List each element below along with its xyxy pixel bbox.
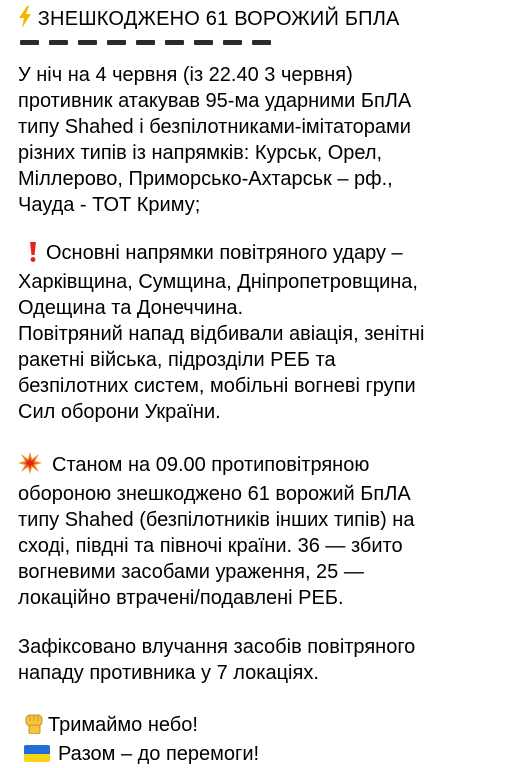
text-line: ракетні війська, підрозділи РЕБ та: [18, 349, 336, 371]
paragraph-result: [18, 452, 414, 611]
text-line: Міллерово, Приморсько-Ахтарськ – рф.,: [18, 168, 393, 190]
text-line: вогневими засобами ураження, 25 —: [18, 561, 364, 583]
closing-line: [18, 741, 259, 767]
explosion-icon: [18, 452, 42, 481]
text-line: Сил оборони України.: [18, 401, 221, 423]
closing-text: Тримаймо небо!: [48, 714, 198, 736]
paragraph-attack: [18, 62, 411, 218]
text-line: різних типів із напрямків: Курськ, Орел,: [18, 142, 383, 164]
text-line: локаційно втрачені/подавлені РЕБ.: [18, 587, 344, 609]
text-line: безпілотних систем, мобільні вогневі групи: [18, 375, 416, 397]
text-line: противник атакував 95-ма ударними БпЛА: [18, 90, 412, 112]
divider-dash: [107, 40, 126, 45]
text-line: нападу противника у 7 локаціях.: [18, 662, 319, 684]
text-line: Зафіксовано влучання засобів повітряного: [18, 636, 416, 658]
text-line: обороною знешкоджено 61 ворожий БпЛА: [18, 483, 411, 505]
text-line: Чауда - ТОТ Криму;: [18, 194, 201, 216]
divider-dash: [194, 40, 213, 45]
text-line: сході, півдні та півночі країни. 36 — збито: [18, 535, 403, 557]
text-line: типу Shahed і безпілотниками-імітаторами: [18, 116, 411, 138]
divider-dash: [252, 40, 271, 45]
divider-dash: [136, 40, 155, 45]
raised-fist-icon: [24, 712, 44, 741]
text-line: Одещина та Донеччина.: [18, 297, 244, 319]
text-line: Харківщина, Сумщина, Дніпропетровщина,: [18, 271, 418, 293]
text-segment: Основні напрямки повітряного удару –: [46, 242, 403, 264]
closing-line: [18, 712, 259, 741]
title-text: ЗНЕШКОДЖЕНО 61 ВОРОЖИЙ БПЛА: [37, 8, 400, 30]
lightning-icon: [18, 6, 32, 35]
divider-dash: [78, 40, 97, 45]
paragraph-directions: [18, 240, 424, 425]
text-segment: Станом на 09.00 протиповітряною: [52, 454, 370, 476]
divider-dash: [20, 40, 39, 45]
closing-block: [18, 712, 259, 767]
ukraine-flag-icon: [24, 745, 50, 762]
text-line: [18, 452, 414, 481]
title-divider: [20, 40, 271, 45]
exclamation-icon: [28, 242, 38, 269]
text-line: [18, 240, 424, 269]
paragraph-hits: [18, 634, 415, 686]
text-line: типу Shahed (безпілотників інших типів) на: [18, 509, 415, 531]
text-line: У ніч на 4 червня (із 22.40 3 червня): [18, 64, 353, 86]
text-line: Повітряний напад відбивали авіація, зенітні: [18, 323, 425, 345]
closing-text: Разом – до перемоги!: [58, 743, 260, 765]
divider-dash: [165, 40, 184, 45]
divider-dash: [223, 40, 242, 45]
divider-dash: [49, 40, 68, 45]
message-title: [18, 6, 400, 35]
